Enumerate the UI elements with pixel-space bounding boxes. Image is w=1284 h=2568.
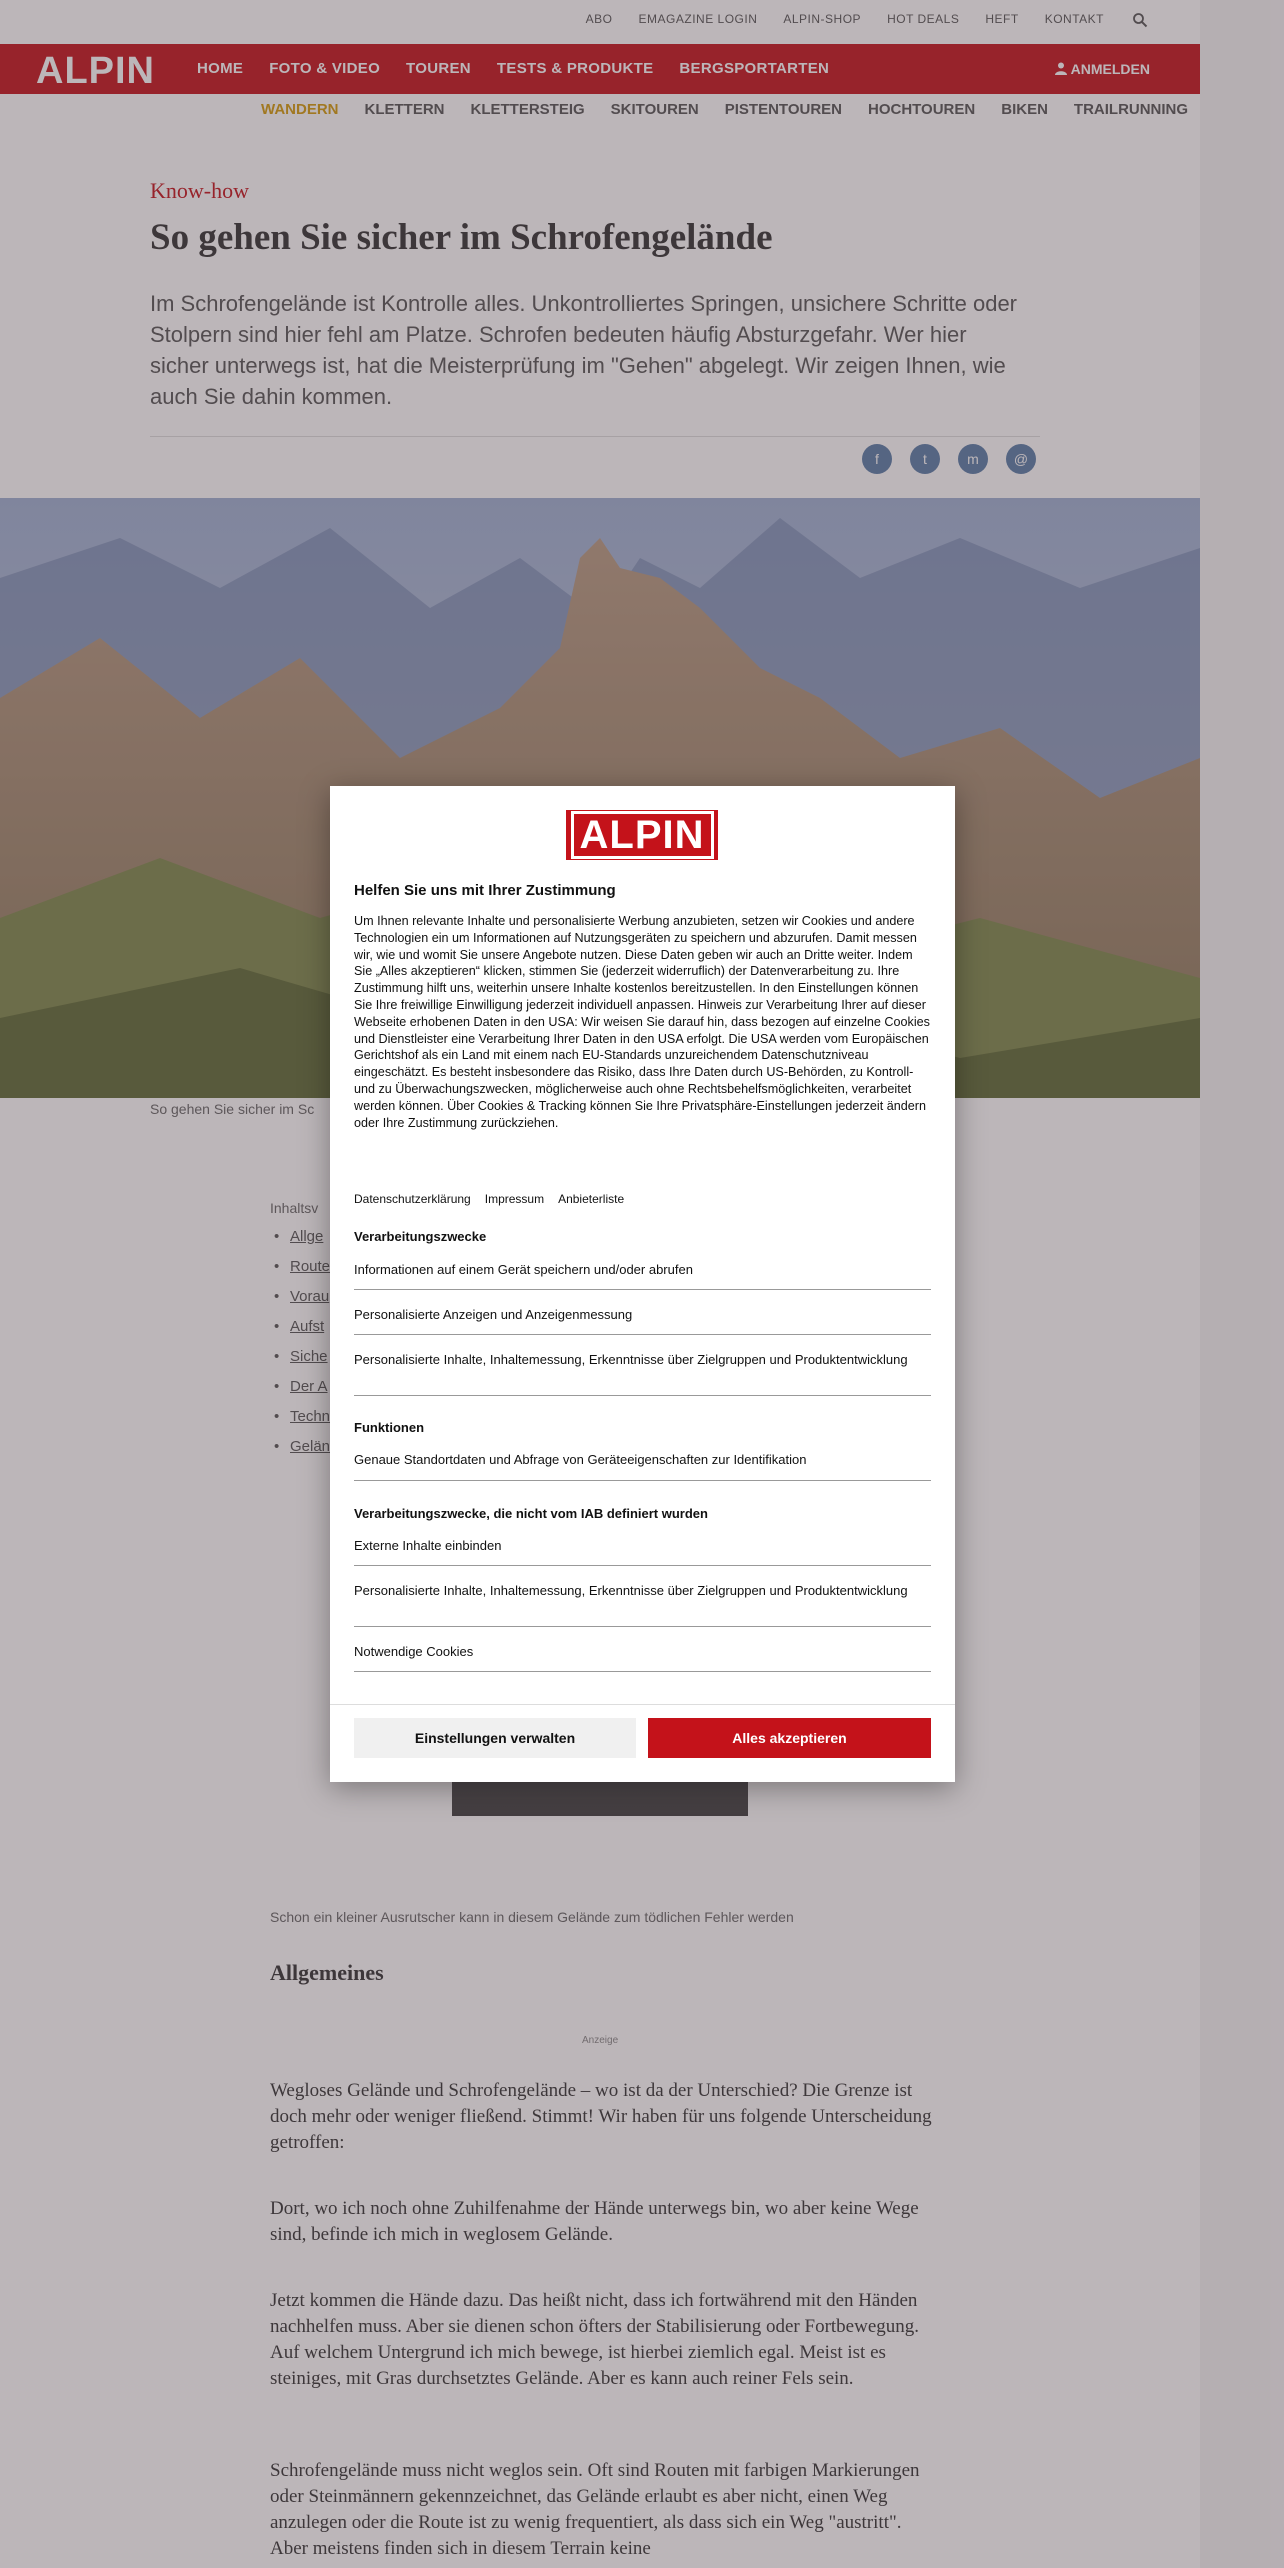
purpose-item[interactable]: Personalisierte Inhalte, Inhaltemessung, Erkenntnisse über Zielgruppen und Produktentwicklung <box>354 1352 908 1367</box>
login-label: ANMELDEN <box>1070 61 1150 77</box>
utility-link-heft[interactable]: HEFT <box>985 12 1019 26</box>
toc-title: Inhaltsv <box>270 1200 319 1216</box>
toc-item[interactable]: • Der A <box>270 1378 330 1395</box>
utility-link-hot-deals[interactable]: HOT DEALS <box>887 12 960 26</box>
nav-item-foto-video[interactable]: FOTO & VIDEO <box>269 60 381 77</box>
subnav-item-trailrunning[interactable]: TRAILRUNNING <box>1073 101 1189 118</box>
messenger-icon[interactable]: m <box>958 444 988 474</box>
nav-item-bergsportarten[interactable]: BERGSPORTARTEN <box>679 60 830 77</box>
toc-item[interactable]: • Route <box>270 1258 330 1275</box>
purpose-divider <box>354 1289 931 1290</box>
facebook-icon[interactable]: f <box>862 444 892 474</box>
consent-title: Helfen Sie uns mit Ihrer Zustimmung <box>354 882 616 899</box>
toc-item[interactable]: • Allge <box>270 1228 330 1245</box>
article-paragraph: Schrofengelände muss nicht weglos sein. Oft sind Routen mit farbigen Markierungen oder Steinmännern gekennzeichnet, das Gelände erlaubt es aber nicht, einen Weg anzulegen oder die Route ist zu wenig frequentiert, als dass sich ein Weg "austritt". Aber meistens finden sich in diesem Terrain keine <box>270 2460 920 2559</box>
nav-item-home[interactable]: HOME <box>197 60 244 77</box>
article-paragraph: Dort, wo ich noch ohne Zuhilfenahme der Hände unterwegs bin, wo aber keine Wege sind, befinde ich mich in weglosem Gelände. <box>270 2198 919 2245</box>
toc-item[interactable]: • Gelän <box>270 1438 330 1455</box>
toc-item[interactable]: • Vorau <box>270 1288 330 1305</box>
purpose-item[interactable]: Personalisierte Anzeigen und Anzeigenmessung <box>354 1307 633 1322</box>
function-item[interactable]: Genaue Standortdaten und Abfrage von Geräteeigenschaften zur Identifikation <box>354 1452 807 1467</box>
subnav-item-skitouren[interactable]: SKITOUREN <box>610 101 699 118</box>
article-lead: Im Schrofengelände ist Kontrolle alles. Unkontrolliertes Springen, unsichere Schritte oder Stolpern sind hier fehl am Platze. Schrofen bedeuten häufig Absturzgefahr. Wer hier sicher unterwegs ist, hat die Meisterprüfung im "Gehen" abgelegt. Wir zeigen Ihnen, wie auch Sie dahin kommen. <box>150 291 1018 409</box>
non-iab-divider <box>354 1671 931 1672</box>
site-logo[interactable]: ALPIN <box>36 50 155 92</box>
non-iab-item[interactable]: Externe Inhalte einbinden <box>354 1538 502 1553</box>
article-title: So gehen Sie sicher im Schrofengelände <box>150 217 773 258</box>
subnav-item-wandern[interactable]: WANDERN <box>261 101 339 118</box>
function-divider <box>354 1480 931 1481</box>
non-iab-item[interactable]: Notwendige Cookies <box>354 1644 474 1659</box>
utility-link-kontakt[interactable]: KONTAKT <box>1044 12 1104 26</box>
article-kicker: Know-how <box>150 178 249 203</box>
functions-title: Funktionen <box>354 1420 425 1435</box>
footer-divider <box>330 1704 955 1705</box>
consent-body: Um Ihnen relevante Inhalte und personalisierte Werbung anzubieten, setzen wir Cookies und andere Technologien ein um Informationen auf Nutzungsgeräten zu speichern und abzurufen. Damit messen wir, wie und womit Sie unsere Angebote nutzen. Diese Daten geben wir auch an Dritte weiter. Indem Sie „Alles akzeptieren“ klicken, stimmen Sie (jederzeit widerruflich) der Datenverarbeitung zu. Ihre Zustimmung hilft uns, weiterhin unsere Inhalte kostenlos bereitzustellen. In den Einstellungen können Sie Ihre freiwillige Einwilligung jederzeit individuell anpassen. Hinweis zur Verarbeitung Ihrer auf dieser Webseite erhobenen Daten in den USA: Wir weisen Sie darauf hin, dass bezogen auf einzelne Cookies und Dienstleister eine Verarbeitung Ihrer Daten in den USA erfolgt. Die USA werden vom Europäischen Gerichtshof als ein Land mit einem nach EU-Standards unzureichendem Datenschutzniveau eingeschätzt. Es besteht insbesondere das Risiko, dass Ihre Daten durch US-Behörden, zu Kontroll- und zu Überwachungszwecken, möglicherweise auch ohne Rechtsbehelfsmöglichkeiten, verarbeitet werden können. Über Cookies & Tracking können Sie Ihre Privatsphäre-Einstellungen jederzeit ändern oder Ihre Zustimmung zurückziehen. <box>354 914 930 1130</box>
photo-caption: Schon ein kleiner Ausrutscher kann in diesem Gelände zum tödlichen Fehler werden <box>270 1909 794 1925</box>
subnav-item-klettersteig[interactable]: KLETTERSTEIG <box>470 101 585 118</box>
privacy-policy-link[interactable]: Datenschutzerklärung <box>354 1192 471 1206</box>
toc-item[interactable]: • Siche <box>270 1348 330 1365</box>
email-icon[interactable]: @ <box>1006 444 1036 474</box>
consent-dialog <box>330 786 955 1782</box>
toc-item[interactable]: • Aufst <box>270 1318 330 1335</box>
subnav-item-biken[interactable]: BIKEN <box>1001 101 1048 118</box>
consent-links <box>354 1192 624 1206</box>
non-iab-item[interactable]: Personalisierte Inhalte, Inhaltemessung, Erkenntnisse über Zielgruppen und Produktentwicklung <box>354 1583 908 1598</box>
purpose-divider <box>354 1334 931 1335</box>
purpose-divider <box>354 1395 931 1396</box>
accept-all-button[interactable]: Alles akzeptieren <box>648 1718 931 1758</box>
non-iab-title: Verarbeitungszwecke, die nicht vom IAB definiert wurden <box>354 1506 708 1521</box>
imprint-link[interactable]: Impressum <box>484 1192 545 1206</box>
consent-logo-text: ALPIN <box>571 811 714 859</box>
twitter-icon[interactable]: t <box>910 444 940 474</box>
non-iab-divider <box>354 1626 931 1627</box>
hero-caption: So gehen Sie sicher im Sc <box>150 1101 315 1117</box>
nav-item-touren[interactable]: TOUREN <box>406 60 471 77</box>
non-iab-divider <box>354 1565 931 1566</box>
ad-label: Anzeige <box>582 2035 619 2046</box>
purpose-item[interactable]: Informationen auf einem Gerät speichern und/oder abrufen <box>354 1262 693 1277</box>
consent-logo <box>566 810 718 860</box>
vendor-list-link[interactable]: Anbieterliste <box>558 1192 625 1206</box>
subnav-item-klettern[interactable]: KLETTERN <box>364 101 445 118</box>
nav-item-tests[interactable]: TESTS & PRODUKTE <box>496 60 654 77</box>
section-heading: Allgemeines <box>270 1960 384 1985</box>
utility-link-abo[interactable]: ABO <box>585 12 613 26</box>
subnav-item-hochtouren[interactable]: HOCHTOUREN <box>868 101 976 118</box>
subnav-item-pistentouren[interactable]: PISTENTOUREN <box>724 101 842 118</box>
purposes-title: Verarbeitungszwecke <box>354 1229 487 1244</box>
utility-link-shop[interactable]: ALPIN-SHOP <box>783 12 862 26</box>
manage-settings-button[interactable]: Einstellungen verwalten <box>354 1718 636 1758</box>
toc-item[interactable]: • Techn <box>270 1408 330 1425</box>
article-paragraph: Wegloses Gelände und Schrofengelände – wo ist da der Unterschied? Die Grenze ist doch mehr oder weniger fließend. Stimmt! Wir haben für uns folgende Unterscheidung getroffen: <box>270 2080 932 2153</box>
utility-link-emagazine[interactable]: EMAGAZINE LOGIN <box>638 12 758 26</box>
article-paragraph: Jetzt kommen die Hände dazu. Das heißt nicht, dass ich fortwährend mit den Händen nachhelfen muss. Aber sie dienen schon öfters der Stabilisierung oder Fortbewegung. Auf welchem Untergrund ich mich bewege, ist hierbei ziemlich egal. Meist ist es steiniges, mit Gras durchsetztes Gelände. Aber es kann auch reiner Fels sein. <box>270 2290 920 2389</box>
